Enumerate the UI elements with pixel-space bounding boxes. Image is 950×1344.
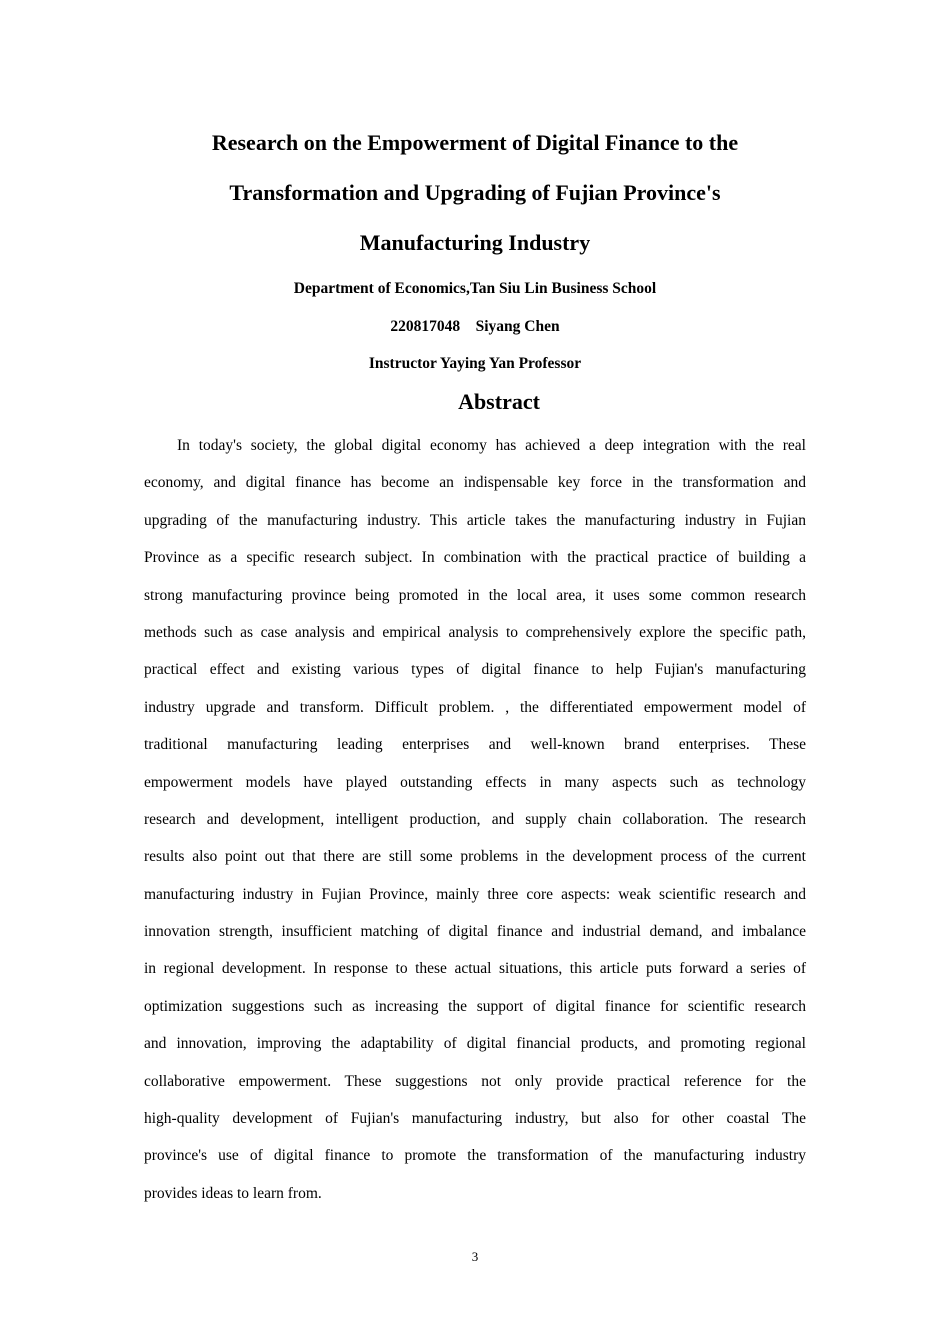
paper-title	[144, 118, 806, 268]
paper-title-line-3: Manufacturing Industry	[359, 230, 591, 255]
abstract-line: manufacturing industry in Fujian Province, mainly three core aspects: weak scientific research and	[144, 885, 806, 903]
paper-title-line-2: Transformation and Upgrading of Fujian Province's	[229, 180, 721, 205]
abstract-body	[144, 427, 806, 1212]
abstract-line: innovation strength, insufficient matching of digital finance and industrial demand, and imbalance	[144, 923, 806, 941]
abstract-line: industry upgrade and transform. Difficult problem. , the differentiated empowerment model of	[144, 698, 806, 716]
abstract-line: upgrading of the manufacturing industry. This article takes the manufacturing industry in Fujian	[144, 511, 806, 529]
abstract-line: In today's society, the global digital economy has achieved a deep integration with the real	[177, 437, 806, 454]
abstract-line: results also point out that there are still some problems in the development process of the current	[144, 848, 806, 866]
abstract-line: and innovation, improving the adaptability of digital financial products, and promoting regional	[144, 1035, 806, 1053]
student-line: 220817048 Siyang Chen	[390, 317, 560, 335]
author-info	[144, 270, 806, 383]
abstract-line: practical effect and existing various types of digital finance to help Fujian's manufacturing	[144, 661, 806, 679]
abstract-line: in regional development. In response to these actual situations, this article puts forward a series of	[144, 960, 806, 978]
department-line: Department of Economics,Tan Siu Lin Business School	[293, 280, 657, 297]
abstract-line: research and development, intelligent production, and supply chain collaboration. The research	[144, 810, 806, 828]
abstract-line: methods such as case analysis and empirical analysis to comprehensively explore the specific path,	[144, 623, 806, 641]
abstract-line: provides ideas to learn from.	[144, 1184, 322, 1202]
abstract-line: Province as a specific research subject. In combination with the practical practice of building a	[144, 549, 806, 567]
abstract-line: traditional manufacturing leading enterprises and well-known brand enterprises. These	[144, 736, 806, 754]
abstract-line: economy, and digital finance has become an indispensable key force in the transformation and	[144, 474, 806, 492]
abstract-line: high-quality development of Fujian's manufacturing industry, but also for other coastal The	[144, 1110, 806, 1128]
instructor-line: Instructor Yaying Yan Professor	[368, 355, 582, 372]
abstract-heading: Abstract	[458, 389, 540, 414]
abstract-line: strong manufacturing province being promoted in the local area, it uses some common research	[144, 586, 806, 604]
page-number: 3	[471, 1249, 479, 1264]
paper-title-line-1: Research on the Empowerment of Digital Finance to the	[211, 130, 739, 155]
abstract-line: province's use of digital finance to promote the transformation of the manufacturing industry	[144, 1147, 806, 1165]
abstract-line: empowerment models have played outstanding effects in many aspects such as technology	[144, 773, 806, 791]
abstract-line: collaborative empowerment. These suggestions not only provide practical reference for the	[144, 1072, 806, 1090]
abstract-line: optimization suggestions such as increasing the support of digital finance for scientific research	[144, 997, 806, 1015]
